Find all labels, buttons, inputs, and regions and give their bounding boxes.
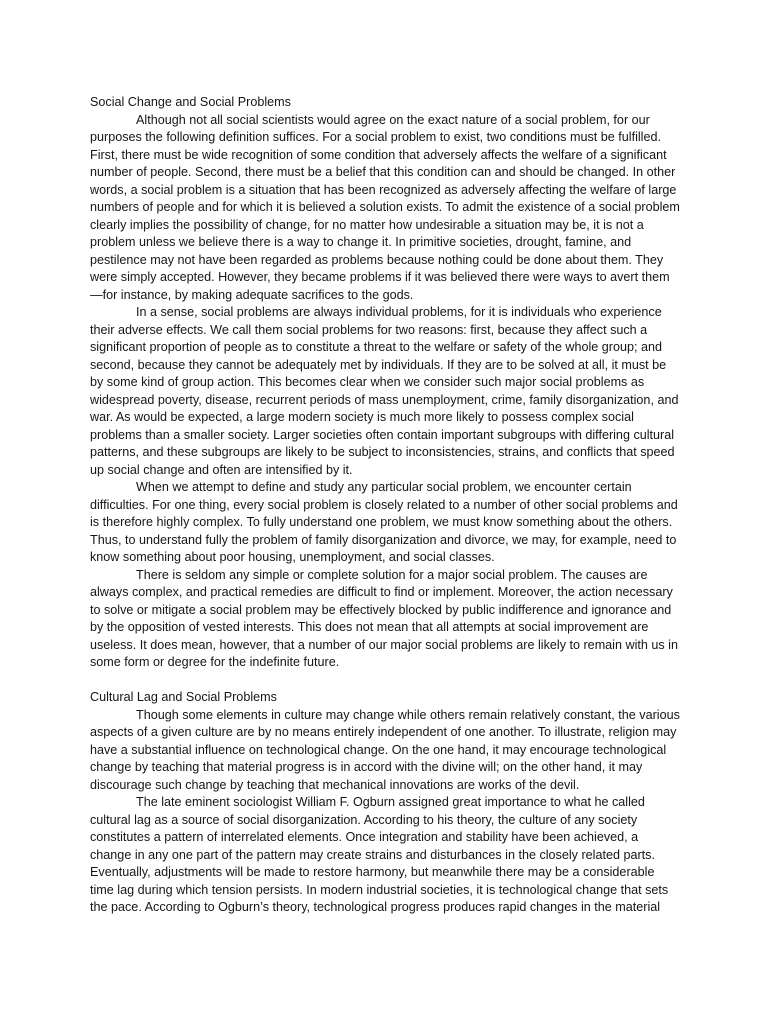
section-social-change [90,94,680,672]
paragraph: When we attempt to define and study any particular social problem, we encounter certain difficulties. For one thing, every social problem is closely related to a number of other social problems and is therefore highly complex. To fully understand one problem, we must know something about the others. Thus, to understand fully the problem of family disorganization and divorce, we may, for example, need to know something about poor housing, unemployment, and social classes. [90,480,678,564]
section-heading: Social Change and Social Problems [90,95,291,109]
document-page [90,94,680,917]
paragraph: Though some elements in culture may change while others remain relatively constant, the various aspects of a given culture are by no means entirely independent of one another. To illustrate, religion may have a substantial influence on technological change. On the one hand, it may encourage technological change by teaching that material progress is in accord with the divine will; on the other hand, it may discourage such change by teaching that mechanical innovations are works of the devil. [90,707,680,792]
paragraph: In a sense, social problems are always individual problems, for it is individuals who experience their adverse effects. We call them social problems for two reasons: first, because they affect such a significant proportion of people as to constitute a threat to the welfare or safety of the whole group; and second, because they cannot be adequately met by individuals. If they are to be solved at all, it must be by some kind of group action. This becomes clear when we consider such major social problems as widespread poverty, disease, recurrent periods of mass unemployment, crime, family disorganization, and war. As would be expected, a large modern society is much more likely to possess complex social problems than a smaller society. Larger societies often contain important subgroups with differing cultural patterns, and these subgroups are likely to be subject to inconsistencies, strains, and conflicts that speed up social change and often are intensified by it. [90,305,679,477]
paragraph: There is seldom any simple or complete solution for a major social problem. The causes are always complex, and practical remedies are difficult to find or implement. Moreover, the action necessary to solve or mitigate a social problem may be effectively blocked by public indifference and ignorance and by the opposition of vested interests. This does not mean that all attempts at social improvement are useless. It does mean, however, that a number of our major social problems are likely to remain with us in some form or degree for the indefinite future. [90,567,678,669]
section-heading: Cultural Lag and Social Problems [90,690,277,704]
section-cultural-lag [90,689,680,917]
section-spacer [90,672,680,690]
paragraph: The late eminent sociologist William F. Ogburn assigned great importance to what he called cultural lag as a source of social disorganization. According to his theory, the culture of any society constitutes a pattern of interrelated elements. Once integration and stability have been achieved, a change in any one part of the pattern may create strains and disturbances in the closely related parts. Eventually, adjustments will be made to restore harmony, but meanwhile there may be a considerable time lag during which tension persists. In modern industrial societies, it is technological change that sets the pace. According to Ogburn’s theory, technological progress produces rapid changes in the material [90,795,669,914]
paragraph: Although not all social scientists would agree on the exact nature of a social problem, for our purposes the following definition suffices. For a social problem to exist, two conditions must be fulfilled. First, there must be wide recognition of some condition that adversely affects the welfare of a significant number of people. Second, there must be a belief that this condition can and should be changed. In other words, a social problem is a situation that has been recognized as adversely affecting the welfare of large numbers of people and for which it is believed a solution exists. To admit the existence of a social problem clearly implies the possibility of change, for no matter how undesirable a situation may be, it is not a problem unless we believe there is a way to change it. In primitive societies, drought, famine, and pestilence may not have been regarded as problems because nothing could be done about them. They were simply accepted. However, they became problems if it was believed there were ways to avert them—for instance, by making adequate sacrifices to the gods. [90,112,680,302]
